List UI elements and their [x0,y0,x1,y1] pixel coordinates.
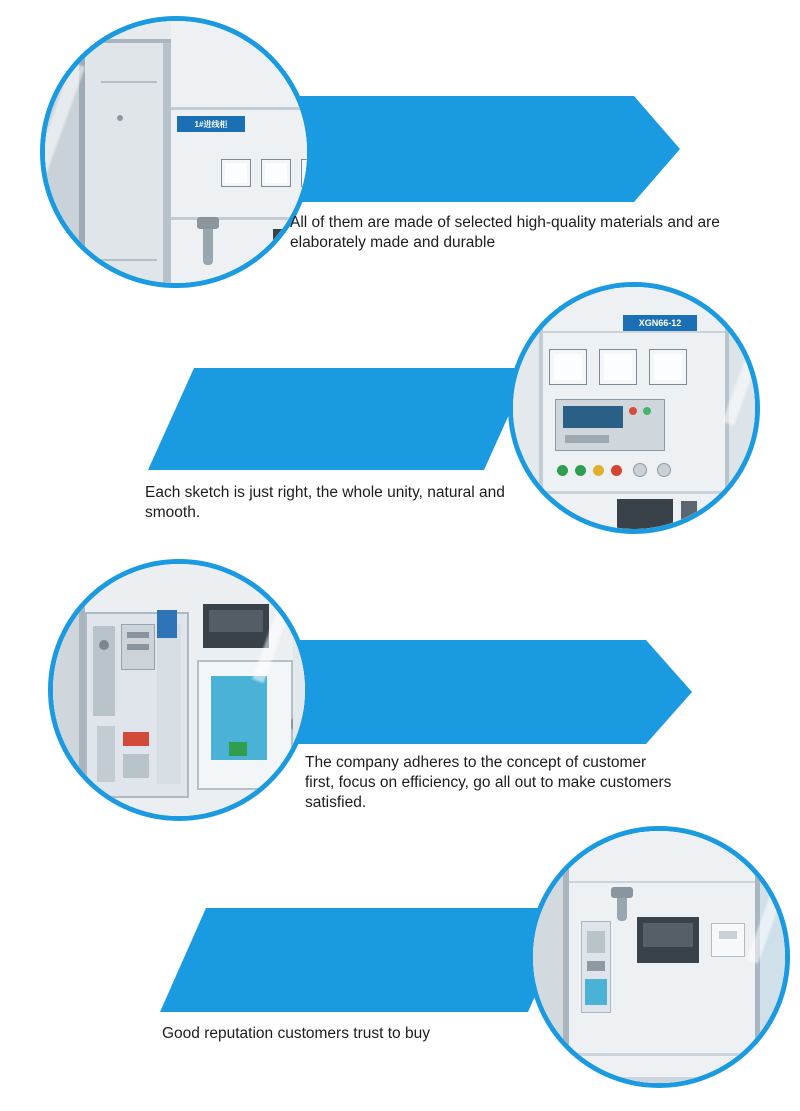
feature-material-photo-label: 1#进线柜 [177,116,245,132]
feature-after-sales-photo [48,559,310,821]
feature-brand-photo [528,826,790,1088]
feature-smooth-lines-description: Each sketch is just right, the whole unity, natural and smooth. [145,484,505,521]
feature-material-description: All of them are made of selected high-quality materials and are elaborately made and durable [290,214,720,251]
feature-smooth-lines-photo [508,282,760,534]
feature-smooth-lines-photo-label: XGN66-12 [623,315,697,331]
feature-brand-description: Good reputation customers trust to buy [162,1025,430,1042]
feature-material-photo [40,16,312,288]
feature-smooth-lines-banner [148,368,530,470]
feature-material-banner [300,96,680,202]
feature-brand-banner [160,908,574,1012]
feature-after-sales-description: The company adheres to the concept of customer first, focus on efficiency, go all out to make customers satisfied. [305,754,672,811]
feature-after-sales-banner [296,640,692,744]
